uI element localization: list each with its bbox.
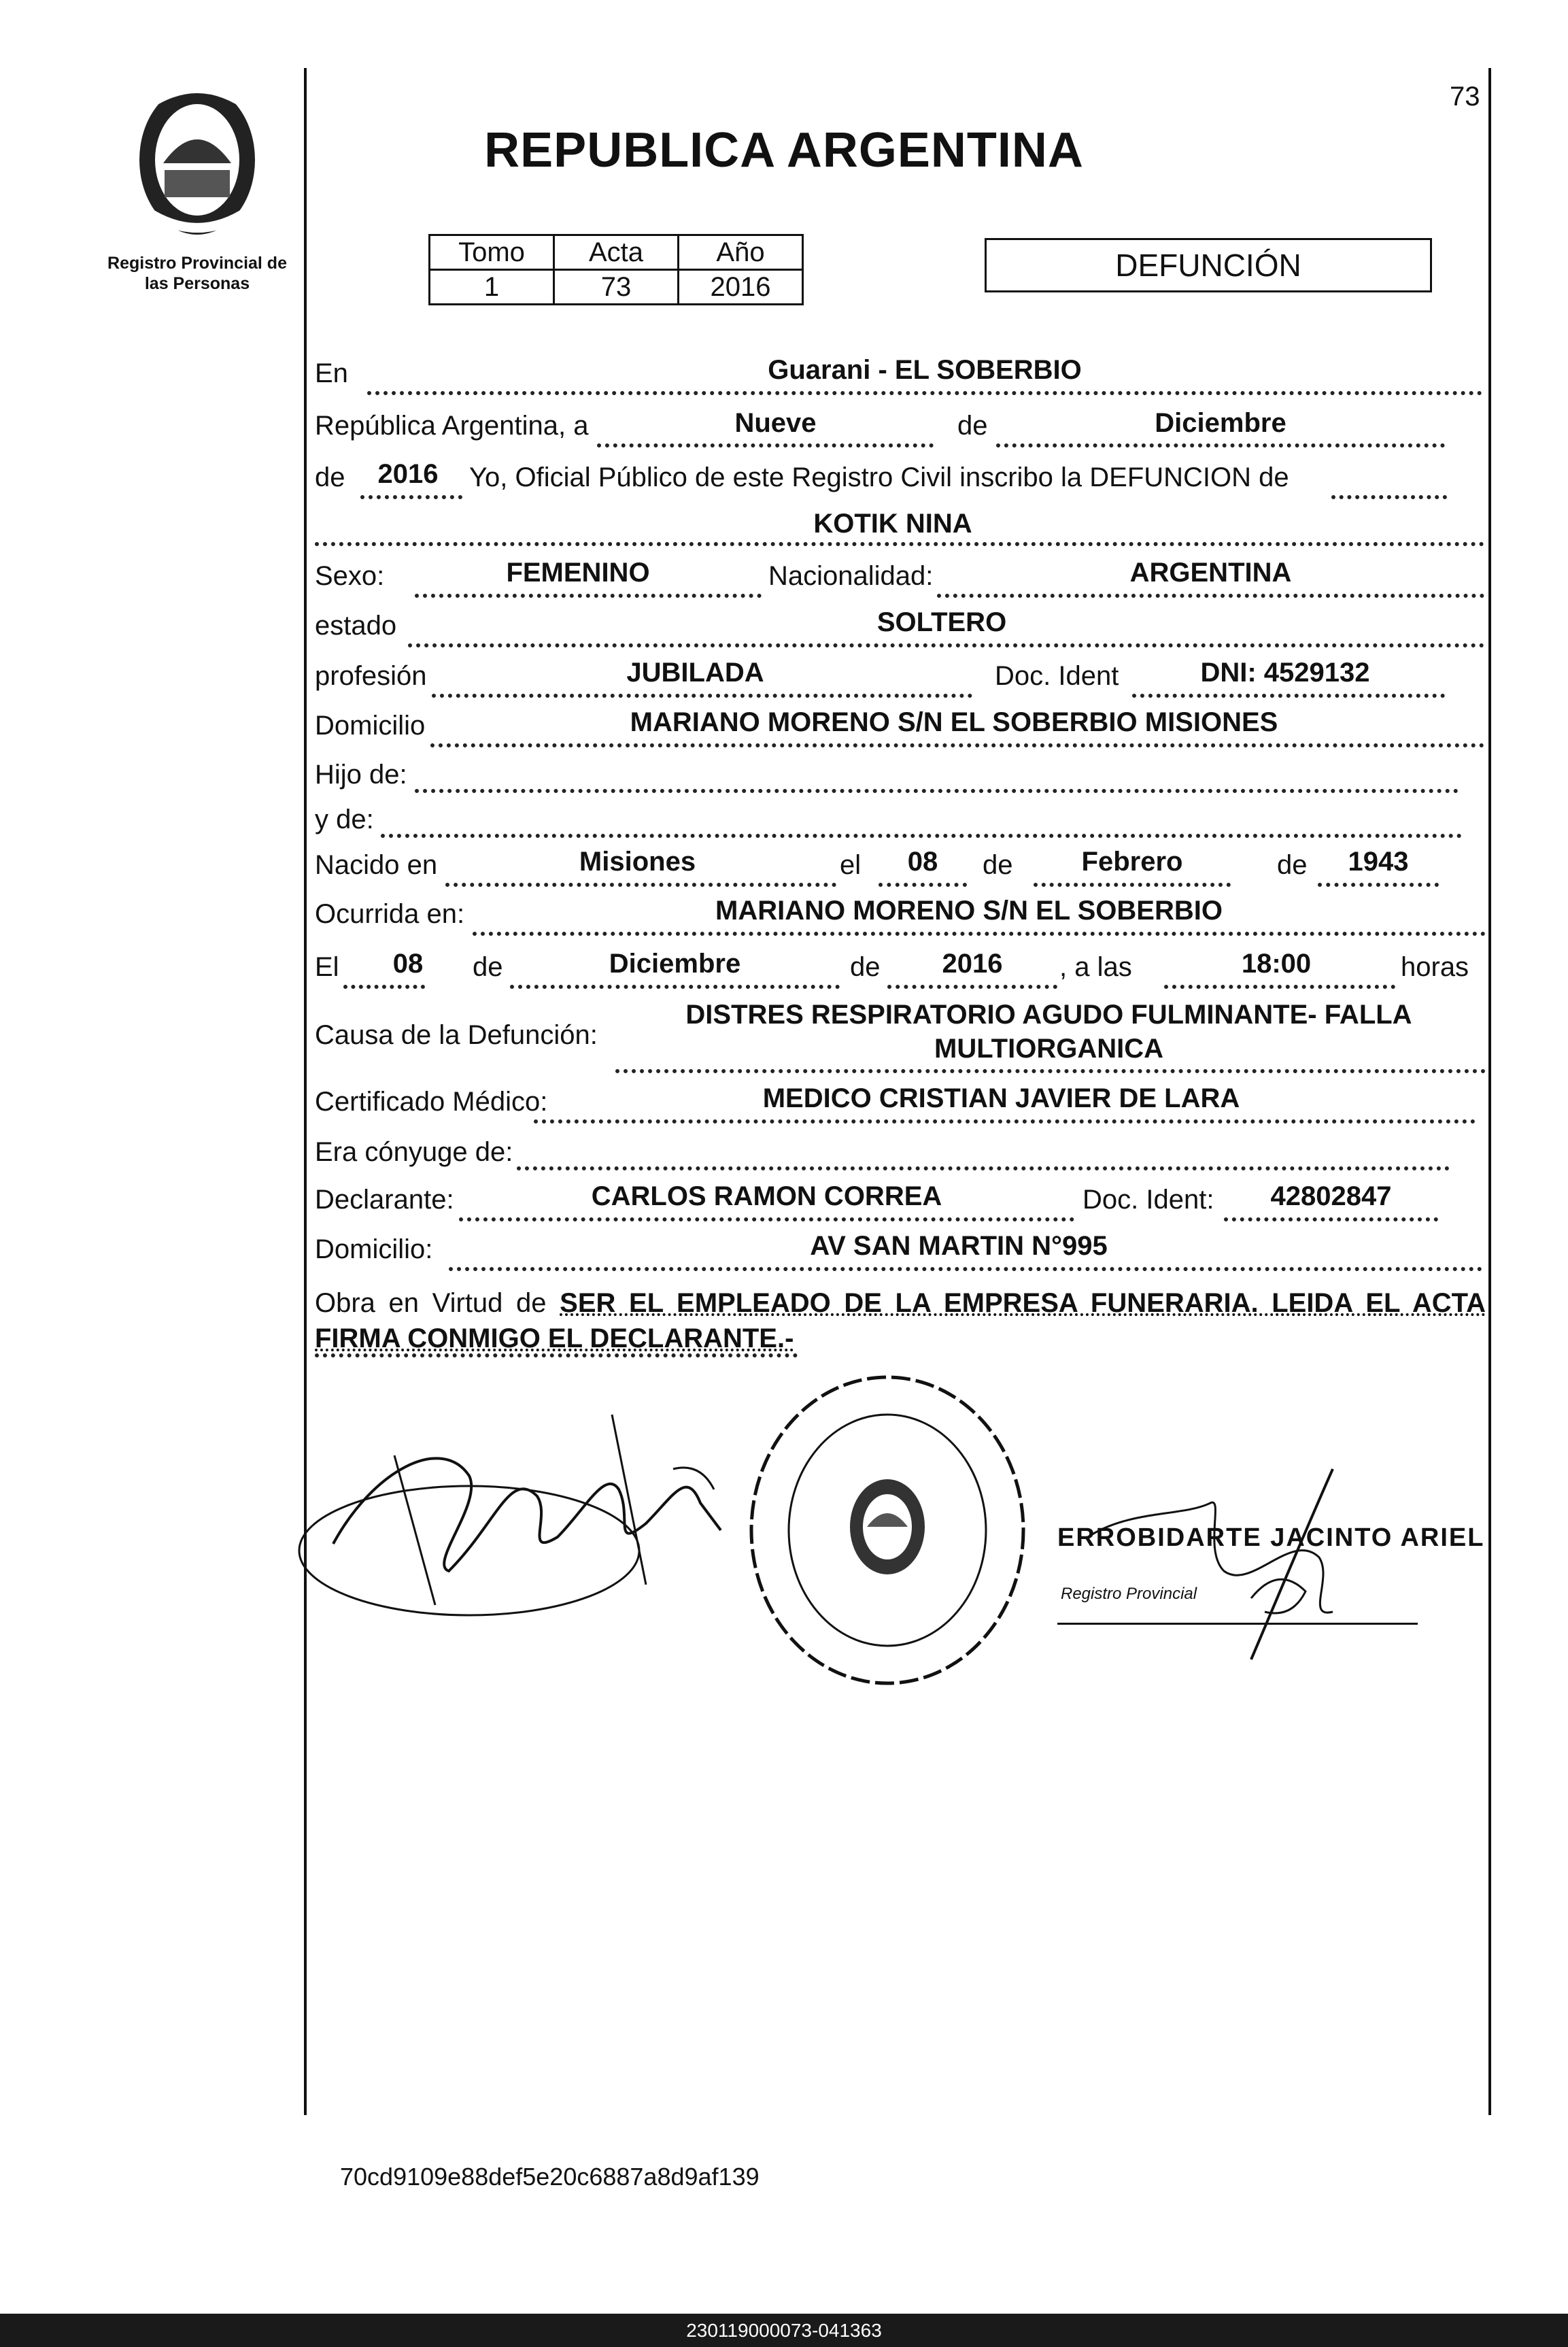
- nacido-month-dots: [1034, 883, 1231, 887]
- profesion-dots-line: [432, 694, 972, 698]
- en-label: En: [315, 358, 348, 388]
- de-label-1: de: [957, 411, 988, 441]
- day-dots: [597, 443, 934, 448]
- doc-ident-2-label: Doc. Ident:: [1083, 1185, 1214, 1215]
- nacionalidad-label: Nacionalidad:: [768, 561, 934, 591]
- republica-label: República Argentina, a: [315, 411, 589, 441]
- death-year-value: 2016: [942, 949, 1003, 979]
- page-number: 73: [1450, 82, 1480, 112]
- conyuge-label: Era cónyuge de:: [315, 1137, 513, 1167]
- obra-value: SER EL EMPLEADO DE LA EMPRESA FUNERARIA. LEIDA EL ACTA FIRMA CONMIGO EL DECLARANTE.-: [315, 1288, 1486, 1353]
- month-value: Diciembre: [1155, 408, 1286, 438]
- month-dots: [996, 443, 1445, 448]
- doc-ident-2-value: 42802847: [1270, 1181, 1392, 1211]
- de-label-3: de: [983, 850, 1013, 880]
- nacido-place-dots: [445, 883, 836, 887]
- obra-dots: [315, 1353, 798, 1357]
- sexo-dots: [415, 594, 762, 598]
- nacido-day-dots: [879, 883, 967, 887]
- registry-logo-caption: Registro Provincial de las Personas: [107, 254, 287, 293]
- estado-value: SOLTERO: [876, 607, 1007, 637]
- causa-value-line1: DISTRES RESPIRATORIO AGUDO FULMINANTE- FALLA: [685, 1000, 1412, 1030]
- sexo-label: Sexo:: [315, 561, 385, 591]
- doc-ident-value: DNI: 4529132: [1200, 658, 1370, 688]
- officer-name-stamp: ERROBIDARTE JACINTO ARIEL: [1057, 1523, 1485, 1552]
- estado-label: estado: [315, 611, 397, 641]
- declarante-value: CARLOS RAMON CORREA: [591, 1181, 942, 1211]
- ocurrida-value: MARIANO MORENO S/N EL SOBERBIO: [715, 896, 1223, 926]
- death-month-dots: [510, 985, 840, 989]
- causa-value-line2: MULTIORGANICA: [934, 1034, 1163, 1064]
- causa-dots: [615, 1069, 1486, 1073]
- tomo-header: Tomo: [430, 235, 554, 270]
- death-day-value: 08: [392, 949, 424, 979]
- nacido-day-value: 08: [907, 847, 938, 877]
- horas-label: horas: [1401, 952, 1469, 982]
- deceased-name: KOTIK NINA: [813, 509, 972, 539]
- domicilio-value: MARIANO MORENO S/N EL SOBERBIO MISIONES: [630, 707, 1278, 737]
- oficial-text: Yo, Oficial Público de este Registro Civil inscribo la DEFUNCION de: [469, 462, 1289, 492]
- conyuge-dots: [517, 1166, 1450, 1170]
- hijo-de-dots: [415, 789, 1459, 793]
- document-hash: 70cd9109e88def5e20c6887a8d9af139: [340, 2163, 760, 2191]
- death-day-dots: [343, 985, 425, 989]
- document-type-box: DEFUNCIÓN: [985, 238, 1432, 292]
- declarante-label: Declarante:: [315, 1185, 454, 1215]
- death-time-dots: [1164, 985, 1395, 989]
- obra-en-virtud: [315, 1285, 1486, 1356]
- left-margin-line: [304, 68, 307, 2115]
- right-margin-line: [1488, 68, 1491, 2115]
- a-las-label: , a las: [1059, 952, 1132, 982]
- death-year-dots: [887, 985, 1057, 989]
- domicilio-dots: [430, 743, 1484, 747]
- domicilio-label: Domicilio: [315, 711, 426, 741]
- sexo-value: FEMENINO: [506, 558, 650, 588]
- nacionalidad-value: ARGENTINA: [1129, 558, 1292, 588]
- certificado-dots: [534, 1119, 1476, 1124]
- ocurrida-dots: [473, 932, 1486, 936]
- ocurrida-label: Ocurrida en:: [315, 899, 465, 929]
- de-label-5: de: [473, 952, 503, 982]
- declarante-dots: [459, 1217, 1074, 1221]
- en-dots: [367, 391, 1482, 395]
- official-round-stamp: [741, 1367, 1034, 1693]
- death-time-value: 18:00: [1241, 949, 1312, 979]
- en-value: Guarani - EL SOBERBIO: [768, 355, 1082, 385]
- doc-ident-2-dots: [1224, 1217, 1438, 1221]
- doc-ident-dots: [1132, 694, 1445, 698]
- doc-ident-label: Doc. Ident: [995, 661, 1119, 691]
- year-value: 2016: [377, 459, 439, 489]
- officer-signature: [1047, 1462, 1442, 1666]
- oficial-end-dots: [1331, 495, 1447, 499]
- de-label-4: de: [1277, 850, 1308, 880]
- certificado-value: MEDICO CRISTIAN JAVIER DE LARA: [762, 1083, 1240, 1113]
- nacido-year-value: 1943: [1348, 847, 1409, 877]
- declarant-signature: [292, 1387, 768, 1632]
- page-title: REPUBLICA ARGENTINA: [484, 123, 1084, 178]
- de-label-6: de: [850, 952, 881, 982]
- nacionalidad-dots: [937, 594, 1484, 598]
- nacido-label: Nacido en: [315, 850, 438, 880]
- nacido-year-dots: [1318, 883, 1439, 887]
- domicilio-2-label: Domicilio:: [315, 1234, 433, 1264]
- year-dots: [360, 495, 462, 499]
- anio-value: 2016: [679, 270, 803, 305]
- causa-label: Causa de la Defunción:: [315, 1020, 598, 1050]
- y-de-dots: [381, 834, 1462, 838]
- estado-dots: [408, 643, 1484, 647]
- nacido-place-value: Misiones: [579, 847, 696, 877]
- anio-header: Año: [679, 235, 803, 270]
- de-label-2: de: [315, 462, 345, 492]
- tomo-acta-table: [428, 234, 804, 305]
- footer-code-bar: 230119000073-041363: [0, 2314, 1568, 2347]
- day-value: Nueve: [734, 408, 817, 438]
- el2-label: El: [315, 952, 339, 982]
- y-de-label: y de:: [315, 805, 374, 834]
- name-dots: [315, 542, 1484, 546]
- officer-stamp-sub: Registro Provincial: [1061, 1585, 1197, 1603]
- profesion-label: profesión: [315, 661, 427, 691]
- certificado-label: Certificado Médico:: [315, 1087, 548, 1117]
- profesion-value: JUBILADA: [626, 658, 764, 688]
- nacido-month-value: Febrero: [1081, 847, 1183, 877]
- domicilio-2-dots: [449, 1267, 1482, 1271]
- obra-label: Obra en Virtud de: [315, 1288, 547, 1318]
- el-label: el: [840, 850, 862, 880]
- domicilio-2-value: AV SAN MARTIN N°995: [810, 1231, 1108, 1261]
- tomo-value: 1: [430, 270, 554, 305]
- death-month-value: Diciembre: [609, 949, 741, 979]
- acta-header: Acta: [554, 235, 679, 270]
- hijo-de-label: Hijo de:: [315, 760, 407, 790]
- acta-value: 73: [554, 270, 679, 305]
